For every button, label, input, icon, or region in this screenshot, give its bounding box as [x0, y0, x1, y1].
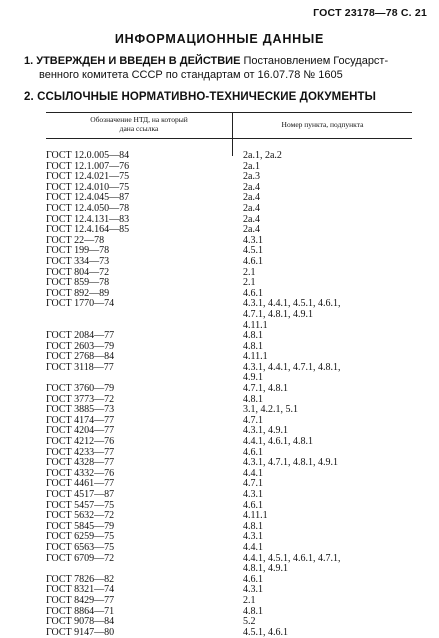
table-cell-designation: ГОСТ 9147—80	[46, 626, 115, 638]
table-cell-clause: 4.11.1	[243, 351, 268, 363]
table-row	[46, 299, 412, 310]
table-cell-designation: ГОСТ 8864—71	[46, 605, 115, 617]
table-cell-designation: ГОСТ 5845—79	[46, 520, 115, 532]
table-cell-designation: ГОСТ 6563—75	[46, 541, 115, 553]
page-header: ГОСТ 23178—78 С. 21	[313, 7, 427, 19]
table-cell-designation: ГОСТ 8429—77	[46, 594, 115, 606]
section-1-line-1	[24, 54, 426, 68]
table-cell-clause: 2а.4	[243, 224, 260, 236]
table-cell-clause: 4.8.1	[243, 520, 263, 532]
table-cell-designation: ГОСТ 6259—75	[46, 531, 115, 543]
table-cell-designation: ГОСТ 7826—82	[46, 573, 115, 585]
table-cell-designation: ГОСТ 12.4.050—78	[46, 202, 130, 214]
table-cell-designation: ГОСТ 3118—77	[46, 361, 114, 373]
table-cell-clause: 4.7.1	[243, 478, 263, 490]
table-cell-designation: ГОСТ 892—89	[46, 287, 110, 299]
table-cell-designation: ГОСТ 4204—77	[46, 425, 115, 437]
table-cell-clause: 4.4.1	[243, 467, 263, 479]
table-cell-designation: ГОСТ 12.1.007—76	[46, 160, 130, 172]
column-header-designation-line-2: дана ссылка	[119, 124, 159, 133]
table-cell-clause: 4.7.1, 4.8.1, 4.9.1	[243, 308, 313, 320]
table-cell-clause: 4.6.1	[243, 446, 263, 458]
table-cell-clause: 4.3.1	[243, 489, 263, 500]
table-cell-designation: ГОСТ 22—78	[46, 234, 105, 246]
table-row	[46, 257, 412, 268]
table-cell-clause: 3.1, 4.2.1, 5.1	[243, 404, 298, 416]
table-cell-designation: ГОСТ 12.4.131—83	[46, 213, 130, 225]
table-cell-designation: ГОСТ 12.4.045—87	[46, 192, 130, 204]
table-cell-clause: 4.3.1	[243, 234, 263, 246]
table-cell-clause: 4.3.1	[243, 531, 263, 543]
table-cell-designation: ГОСТ 6709—72	[46, 552, 115, 564]
table-cell-clause: 4.3.1, 4.7.1, 4.8.1, 4.9.1	[243, 457, 338, 469]
table-cell-designation: ГОСТ 12.4.021—75	[46, 171, 130, 183]
table-cell-clause: 4.6.1	[243, 255, 263, 267]
table-row	[46, 490, 412, 501]
section-1-number: 1.	[24, 55, 34, 67]
table-row	[46, 151, 412, 162]
table-cell-designation: ГОСТ 4212—76	[46, 436, 115, 448]
table-cell-clause: 4.8.1	[243, 605, 263, 617]
table-cell-clause: 4.6.1	[243, 573, 263, 585]
table-cell-designation: ГОСТ 12.4.010—75	[46, 181, 130, 193]
table-cell-designation: ГОСТ 5457—75	[46, 499, 115, 511]
table-cell-clause: 4.4.1, 4.6.1, 4.8.1	[243, 436, 313, 448]
table-cell-clause: 2а.4	[243, 181, 260, 193]
table-cell-clause: 4.11.1	[243, 319, 268, 331]
table-cell-clause: 4.9.1	[243, 372, 263, 384]
table-cell-designation: ГОСТ 804—72	[46, 266, 110, 278]
table-cell-designation: ГОСТ 3773—72	[46, 393, 115, 405]
column-header-clause: Номер пункта, подпункта	[281, 120, 364, 129]
table-cell-designation: ГОСТ 2768—84	[46, 351, 115, 363]
table-cell-designation: ГОСТ 5632—72	[46, 510, 115, 522]
table-cell-designation: ГОСТ 2603—79	[46, 340, 115, 352]
table-row	[46, 596, 412, 607]
table-cell-clause: 5.2	[243, 616, 256, 628]
table-cell-clause: 2а.4	[243, 192, 260, 204]
table-cell-clause: 2а.4	[243, 202, 260, 214]
table-cell-designation: ГОСТ 3760—79	[46, 383, 115, 395]
table-cell-clause: 4.4.1, 4.5.1, 4.6.1, 4.7.1,	[243, 552, 341, 564]
table-cell-designation: ГОСТ 859—78	[46, 277, 110, 289]
table-cell-clause: 4.11.1	[243, 510, 268, 522]
table-cell-designation: ГОСТ 12.4.164—85	[46, 224, 130, 236]
table-row	[46, 628, 412, 638]
table-row	[46, 204, 412, 215]
reference-table	[46, 112, 412, 638]
table-row	[46, 363, 412, 374]
table-cell-clause: 4.7.1, 4.8.1	[243, 383, 288, 395]
section-1-text: Постановлением Государст-	[240, 55, 389, 67]
table-cell-designation: ГОСТ 334—73	[46, 255, 110, 267]
table-cell-clause: 4.5.1	[243, 245, 263, 257]
table-cell-clause: 4.6.1	[243, 499, 263, 511]
table-cell-clause: 2а.4	[243, 213, 260, 225]
table-cell-clause: 4.3.1, 4.4.1, 4.5.1, 4.6.1,	[243, 298, 341, 310]
column-header-designation	[46, 115, 232, 133]
table-cell-designation: ГОСТ 2084—77	[46, 330, 115, 342]
table-header-border	[46, 138, 412, 139]
table-top-border	[46, 112, 412, 113]
table-cell-clause: 4.8.1	[243, 330, 263, 342]
table-cell-clause: 2а.1, 2а.2	[243, 150, 282, 161]
table-cell-clause: 4.6.1	[243, 287, 263, 299]
table-cell-designation: ГОСТ 4517—87	[46, 489, 115, 500]
table-cell-clause: 4.8.1, 4.9.1	[243, 563, 288, 575]
table-cell-designation: ГОСТ 4461—77	[46, 478, 115, 490]
table-cell-clause: 4.5.1, 4.6.1	[243, 626, 288, 638]
table-cell-designation: ГОСТ 3885—73	[46, 404, 115, 416]
table-row	[46, 554, 412, 565]
table-cell-clause: 2а.1	[243, 160, 260, 172]
table-cell-designation: ГОСТ 4332—76	[46, 467, 115, 479]
table-cell-designation: ГОСТ 4174—77	[46, 414, 115, 426]
table-cell-clause: 2.1	[243, 277, 256, 289]
table-cell-clause: 4.8.1	[243, 393, 263, 405]
table-cell-designation: ГОСТ 199—78	[46, 245, 110, 257]
table-cell-clause: 4.3.1	[243, 584, 263, 596]
table-body	[46, 151, 412, 638]
page-title: ИНФОРМАЦИОННЫЕ ДАННЫЕ	[114, 32, 325, 46]
table-cell-designation: ГОСТ 12.0.005—84	[46, 150, 130, 161]
table-row	[46, 543, 412, 554]
table-cell-designation: ГОСТ 9078—84	[46, 616, 115, 628]
table-cell-clause: 2а.3	[243, 171, 260, 183]
table-cell-designation: ГОСТ 4328—77	[46, 457, 115, 469]
table-cell-clause: 2.1	[243, 594, 256, 606]
table-cell-designation: ГОСТ 4233—77	[46, 446, 115, 458]
section-1-bold-text: УТВЕРЖДЕН И ВВЕДЕН В ДЕЙСТВИЕ	[36, 55, 241, 67]
table-cell-designation: ГОСТ 1770—74	[46, 298, 115, 310]
table-cell-clause: 4.7.1	[243, 414, 263, 426]
table-row	[46, 310, 412, 321]
section-1	[24, 54, 426, 82]
section-1-line-2: венного комитета СССР по стандартам от 16.07.78 № 1605	[39, 69, 343, 81]
table-cell-clause: 4.4.1	[243, 541, 263, 553]
table-cell-clause: 2.1	[243, 266, 256, 278]
table-cell-clause: 4.3.1, 4.9.1	[243, 425, 288, 437]
column-header-designation-line-1: Обозначение НТД, на который	[90, 115, 188, 124]
table-cell-designation: ГОСТ 8321—74	[46, 584, 115, 596]
section-2-heading: 2. ССЫЛОЧНЫЕ НОРМАТИВНО-ТЕХНИЧЕСКИЕ ДОКУМЕНТЫ	[24, 91, 377, 103]
table-cell-clause: 4.3.1, 4.4.1, 4.7.1, 4.8.1,	[243, 361, 341, 373]
table-cell-clause: 4.8.1	[243, 340, 263, 352]
